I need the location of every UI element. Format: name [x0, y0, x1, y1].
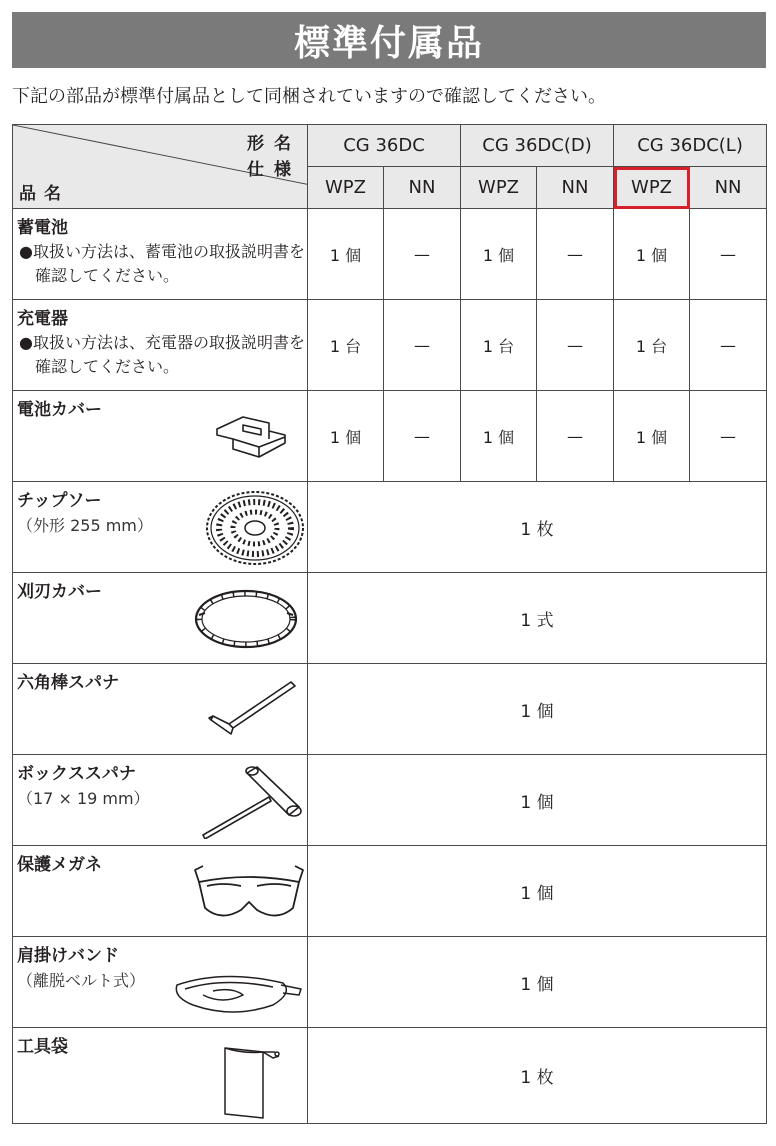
table-row [13, 846, 767, 937]
table-row [13, 664, 767, 755]
value-cell: 1 個 [308, 664, 767, 755]
header-model-label: 形名 [247, 134, 301, 154]
item-note: ●取扱い方法は、充電器の取扱説明書を確認してください。 [19, 333, 305, 376]
item-spec: （外形 255 mm） [17, 516, 153, 535]
table-row [13, 1028, 767, 1124]
item-cell [13, 846, 308, 937]
value-cell: — [690, 209, 767, 300]
table-row [13, 937, 767, 1028]
value-cell: 1 枚 [308, 482, 767, 573]
variant-header: NN [537, 167, 614, 209]
value-cell: — [690, 391, 767, 482]
table-row [13, 209, 767, 300]
hex-wrench-icon [203, 678, 299, 744]
item-name: チップソー [17, 491, 102, 511]
item-cell [13, 1028, 308, 1124]
item-name: 蓄電池 [17, 218, 68, 238]
value-cell: 1 枚 [308, 1028, 767, 1124]
value-cell: 1 台 [461, 300, 537, 391]
item-cell [13, 300, 308, 391]
value-cell: 1 個 [308, 391, 384, 482]
value-cell: 1 式 [308, 573, 767, 664]
value-cell: — [537, 300, 614, 391]
accessory-table [12, 124, 767, 1124]
item-name: 保護メガネ [17, 855, 102, 875]
tool-bag-icon [219, 1034, 285, 1122]
variant-header: NN [690, 167, 767, 209]
value-cell: — [537, 391, 614, 482]
item-name: 充電器 [17, 309, 68, 329]
item-cell [13, 209, 308, 300]
variant-header-highlighted: WPZ [614, 167, 690, 209]
model-header: CG 36DC(L) [614, 125, 767, 167]
variant-header: NN [384, 167, 461, 209]
item-cell [13, 664, 308, 755]
item-cell [13, 755, 308, 846]
safety-glasses-icon [193, 860, 305, 928]
value-cell: — [384, 300, 461, 391]
item-cell [13, 482, 308, 573]
table-row [13, 482, 767, 573]
value-cell: 1 個 [614, 391, 690, 482]
item-note: ●取扱い方法は、蓄電池の取扱説明書を確認してください。 [19, 242, 305, 285]
box-spanner-icon [199, 763, 307, 839]
variant-header: WPZ [461, 167, 537, 209]
variant-header: WPZ [308, 167, 384, 209]
table-row [13, 391, 767, 482]
value-cell: — [537, 209, 614, 300]
item-name: 刈刃カバー [17, 582, 102, 602]
value-cell: 1 個 [308, 937, 767, 1028]
model-header: CG 36DC [308, 125, 461, 167]
value-cell: — [690, 300, 767, 391]
value-cell: — [384, 391, 461, 482]
item-spec: （離脱ベルト式） [17, 971, 146, 990]
header-item-label: 品名 [19, 184, 69, 204]
item-cell [13, 573, 308, 664]
value-cell: 1 個 [308, 846, 767, 937]
table-row [13, 300, 767, 391]
item-cell [13, 937, 308, 1028]
page-title: 標準付属品 [12, 12, 766, 68]
value-cell: 1 個 [308, 755, 767, 846]
item-name: 肩掛けバンド [17, 946, 119, 966]
intro-text: 下記の部品が標準付属品として同梱されていますので確認してください。 [12, 86, 606, 107]
item-name: 六角棒スパナ [17, 673, 119, 693]
value-cell: 1 個 [461, 391, 537, 482]
value-cell: 1 個 [614, 209, 690, 300]
shoulder-strap-icon [173, 965, 305, 1021]
item-cell [13, 391, 308, 482]
value-cell: 1 個 [461, 209, 537, 300]
header-spec-label: 仕様 [247, 160, 301, 180]
tip-saw-icon [203, 488, 307, 568]
model-header: CG 36DC(D) [461, 125, 614, 167]
blade-cover-icon [191, 585, 301, 653]
battery-cover-icon [213, 409, 293, 465]
item-spec: （17 × 19 mm） [17, 789, 150, 808]
value-cell: 1 個 [308, 209, 384, 300]
item-name: 工具袋 [17, 1037, 68, 1057]
table-row [13, 755, 767, 846]
value-cell: 1 台 [614, 300, 690, 391]
value-cell: — [384, 209, 461, 300]
table-row [13, 573, 767, 664]
header-corner-cell [13, 125, 308, 209]
value-cell: 1 台 [308, 300, 384, 391]
item-name: 電池カバー [17, 400, 102, 420]
item-name: ボックススパナ [17, 764, 136, 784]
